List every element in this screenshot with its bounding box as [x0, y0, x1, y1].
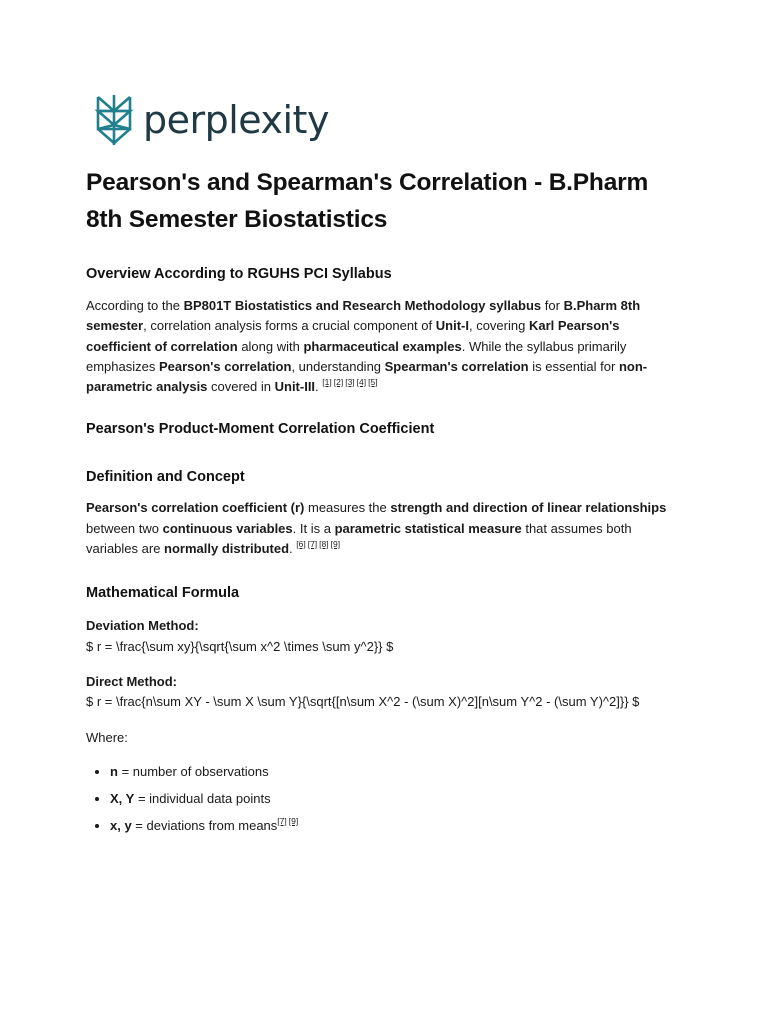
- citation-link[interactable]: [9]: [330, 539, 341, 550]
- direct-formula: $ r = \frac{n\sum XY - \sum X \sum Y}{\sqrt{[n\sum X^2 - (\sum X)^2][n\sum Y^2 - (\sum Y)^2]}} $: [86, 694, 640, 710]
- overview-paragraph: According to the BP801T Biostatistics and Research Methodology syllabus for B.Pharm 8th semester, correlation analysis forms a crucial component of Unit-I, covering Karl Pearson's coefficient of correlation along with pharmaceutical examples. While the syllabus primarily emphasizes Pearson's correlation, understanding Spearman's correlation is essential for non-parametric analysis covered in Unit-III. [1] [2] [3] [4] [5]: [86, 298, 648, 395]
- page-title: Pearson's and Spearman's Correlation - B.Pharm 8th Semester Biostatistics: [86, 169, 649, 233]
- citation-link[interactable]: [3]: [345, 377, 355, 388]
- citation-link[interactable]: [5]: [368, 377, 378, 388]
- article: [86, 164, 686, 843]
- deviation-formula: $ r = \frac{\sum xy}{\sqrt{\sum x^2 \times \sum y^2}} $: [86, 638, 394, 654]
- citation-refs: [296, 539, 342, 549]
- citation-link[interactable]: [7]: [277, 815, 287, 826]
- variable-list: [86, 762, 686, 836]
- citation-refs: [277, 816, 300, 826]
- citation-refs: [322, 377, 379, 387]
- citation-link[interactable]: [6]: [296, 539, 306, 550]
- citation-link[interactable]: [2]: [333, 377, 344, 388]
- pearson-heading: Pearson's Product-Moment Correlation Coefficient: [86, 421, 435, 438]
- direct-method-label: Direct Method:: [86, 673, 177, 689]
- list-item: • n = number of observations: [110, 762, 686, 782]
- list-item: • X, Y = individual data points: [110, 789, 686, 809]
- overview-heading: Overview According to RGUHS PCI Syllabus: [86, 266, 392, 282]
- citation-link[interactable]: [4]: [356, 377, 367, 388]
- deviation-method-label: Deviation Method:: [86, 618, 199, 634]
- brand-name: perplexity: [143, 98, 329, 142]
- citation-link[interactable]: [8]: [319, 539, 329, 550]
- citation-link[interactable]: [7]: [307, 539, 318, 550]
- list-item: • x, y = deviations from means[7] [9]: [110, 816, 686, 836]
- formula-heading: Mathematical Formula: [86, 585, 240, 602]
- definition-heading: Definition and Concept: [86, 469, 245, 486]
- perplexity-logo-icon: [94, 94, 134, 146]
- citation-link[interactable]: [1]: [322, 377, 332, 388]
- where-label: Where:: [86, 729, 128, 745]
- citation-link[interactable]: [9]: [288, 815, 299, 826]
- brand-logo[interactable]: [94, 94, 329, 146]
- definition-paragraph: Pearson's correlation coefficient (r) measures the strength and direction of linear relationships between two continuous variables. It is a parametric statistical measure that assumes both variables are normally distributed. [6] [7] [8] [9]: [86, 500, 667, 557]
